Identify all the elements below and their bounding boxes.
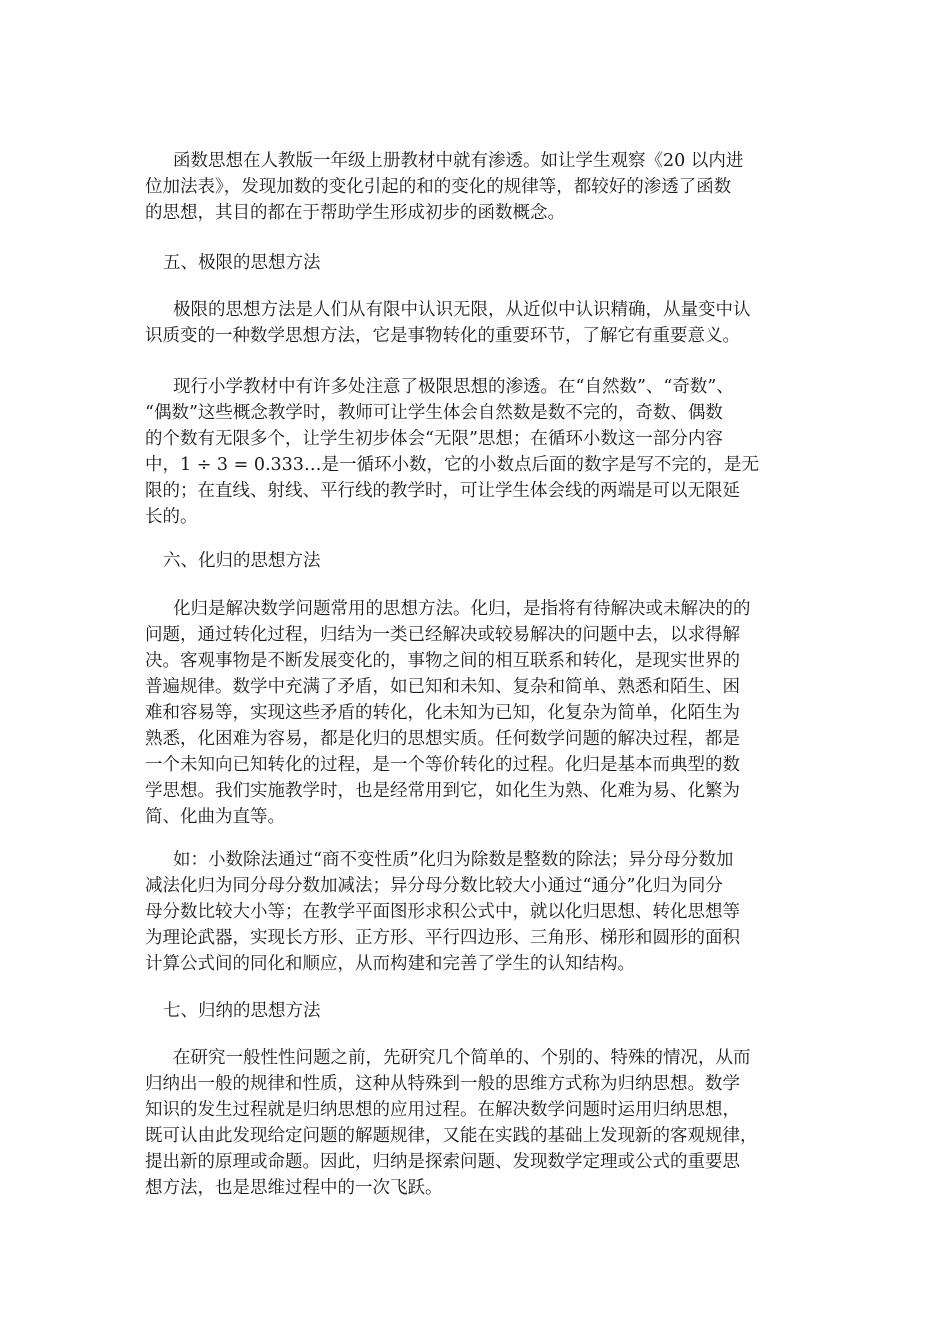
paragraph-line: 简、化曲为直等。 — [145, 807, 285, 827]
paragraph-line: 限的；在直线、射线、平行线的教学时，可让学生体会线的两端是可以无限延 — [145, 481, 740, 501]
paragraph-line: 决。客观事物是不断发展变化的，事物之间的相互联系和转化，是现实世界的 — [145, 651, 740, 671]
paragraph-line: 学思想。我们实施教学时，也是经常用到它，如化生为熟、化难为易、化繁为 — [145, 781, 740, 801]
paragraph-line: 为理论武器，实现长方形、正方形、平行四边形、三角形、梯形和圆形的面积 — [145, 928, 740, 948]
paragraph-line: 长的。 — [145, 507, 198, 527]
paragraph-induction — [145, 1045, 810, 1201]
paragraph-line: 的个数有无限多个，让学生初步体会“无限”思想；在循环小数这一部分内容 — [145, 429, 723, 449]
paragraph-line: 既可认由此发现给定问题的解题规律，又能在实践的基础上发现新的客观规律， — [145, 1126, 758, 1146]
paragraph-limit-definition — [145, 297, 810, 349]
paragraph-line: 问题，通过转化过程，归结为一类已经解决或较易解决的问题中去，以求得解 — [145, 625, 740, 645]
paragraph-line: 知识的发生过程就是归纳思想的应用过程。在解决数学问题时运用归纳思想， — [145, 1100, 740, 1120]
paragraph-line: 函数思想在人教版一年级上册教材中就有渗透。如让学生观察《20 以内进 — [173, 151, 744, 171]
paragraph-line: 普遍规律。数学中充满了矛盾，如已知和未知、复杂和简单、熟悉和陌生、困 — [145, 677, 740, 697]
paragraph-reduction-examples — [145, 847, 810, 977]
section-heading-limits — [145, 250, 810, 276]
paragraph-line: 想方法，也是思维过程中的一次飞跃。 — [145, 1178, 443, 1198]
section-heading-induction — [145, 998, 810, 1024]
paragraph-limit-examples — [145, 374, 810, 530]
paragraph-line: 如：小数除法通过“商不变性质”化归为除数是整数的除法；异分母分数加 — [173, 850, 734, 870]
paragraph-function-thinking — [145, 148, 810, 226]
paragraph-line: 计算公式间的同化和顺应，从而构建和完善了学生的认知结构。 — [145, 954, 635, 974]
paragraph-line: 化归是解决数学问题常用的思想方法。化归，是指将有待解决或未解决的的 — [173, 599, 751, 619]
paragraph-reduction-definition — [145, 596, 810, 830]
paragraph-line: 母分数比较大小等；在教学平面图形求积公式中，就以化归思想、转化思想等 — [145, 902, 740, 922]
paragraph-line: 一个未知向已知转化的过程，是一个等价转化的过程。化归是基本而典型的数 — [145, 755, 740, 775]
paragraph-line: 减法化归为同分母分数加减法；异分母分数比较大小通过“通分”化归为同分 — [145, 876, 723, 896]
paragraph-line: 现行小学教材中有许多处注意了极限思想的渗透。在“自然数”、“奇数”、 — [173, 377, 734, 397]
paragraph-line: 识质变的一种数学思想方法，它是事物转化的重要环节，了解它有重要意义。 — [145, 326, 740, 346]
section-heading-reduction — [145, 548, 810, 574]
heading-text: 五、极限的思想方法 — [163, 253, 321, 273]
paragraph-line: 的思想，其目的都在于帮助学生形成初步的函数概念。 — [145, 203, 565, 223]
paragraph-line: 极限的思想方法是人们从有限中认识无限，从近似中认识精确，从量变中认 — [173, 300, 751, 320]
paragraph-line: 归纳出一般的规律和性质，这种从特殊到一般的思维方式称为归纳思想。数学 — [145, 1074, 740, 1094]
heading-text: 七、归纳的思想方法 — [163, 1001, 321, 1021]
paragraph-line: “偶数”这些概念教学时，教师可让学生体会自然数是数不完的，奇数、偶数 — [145, 403, 723, 423]
paragraph-line: 位加法表》，发现加数的变化引起的和的变化的规律等，都较好的渗透了函数 — [145, 177, 732, 197]
heading-text: 六、化归的思想方法 — [163, 551, 321, 571]
paragraph-line: 熟悉，化困难为容易，都是化归的思想实质。任何数学问题的解决过程，都是 — [145, 729, 740, 749]
paragraph-line: 难和容易等，实现这些矛盾的转化，化未知为已知，化复杂为简单，化陌生为 — [145, 703, 740, 723]
paragraph-line: 提出新的原理或命题。因此，归纳是探索问题、发现数学定理或公式的重要思 — [145, 1152, 740, 1172]
paragraph-line: 在研究一般性性问题之前，先研究几个简单的、个别的、特殊的情况，从而 — [173, 1048, 751, 1068]
paragraph-line: 中，1 ÷ 3 = 0.333…是一循环小数，它的小数点后面的数字是写不完的，是无 — [145, 455, 759, 475]
